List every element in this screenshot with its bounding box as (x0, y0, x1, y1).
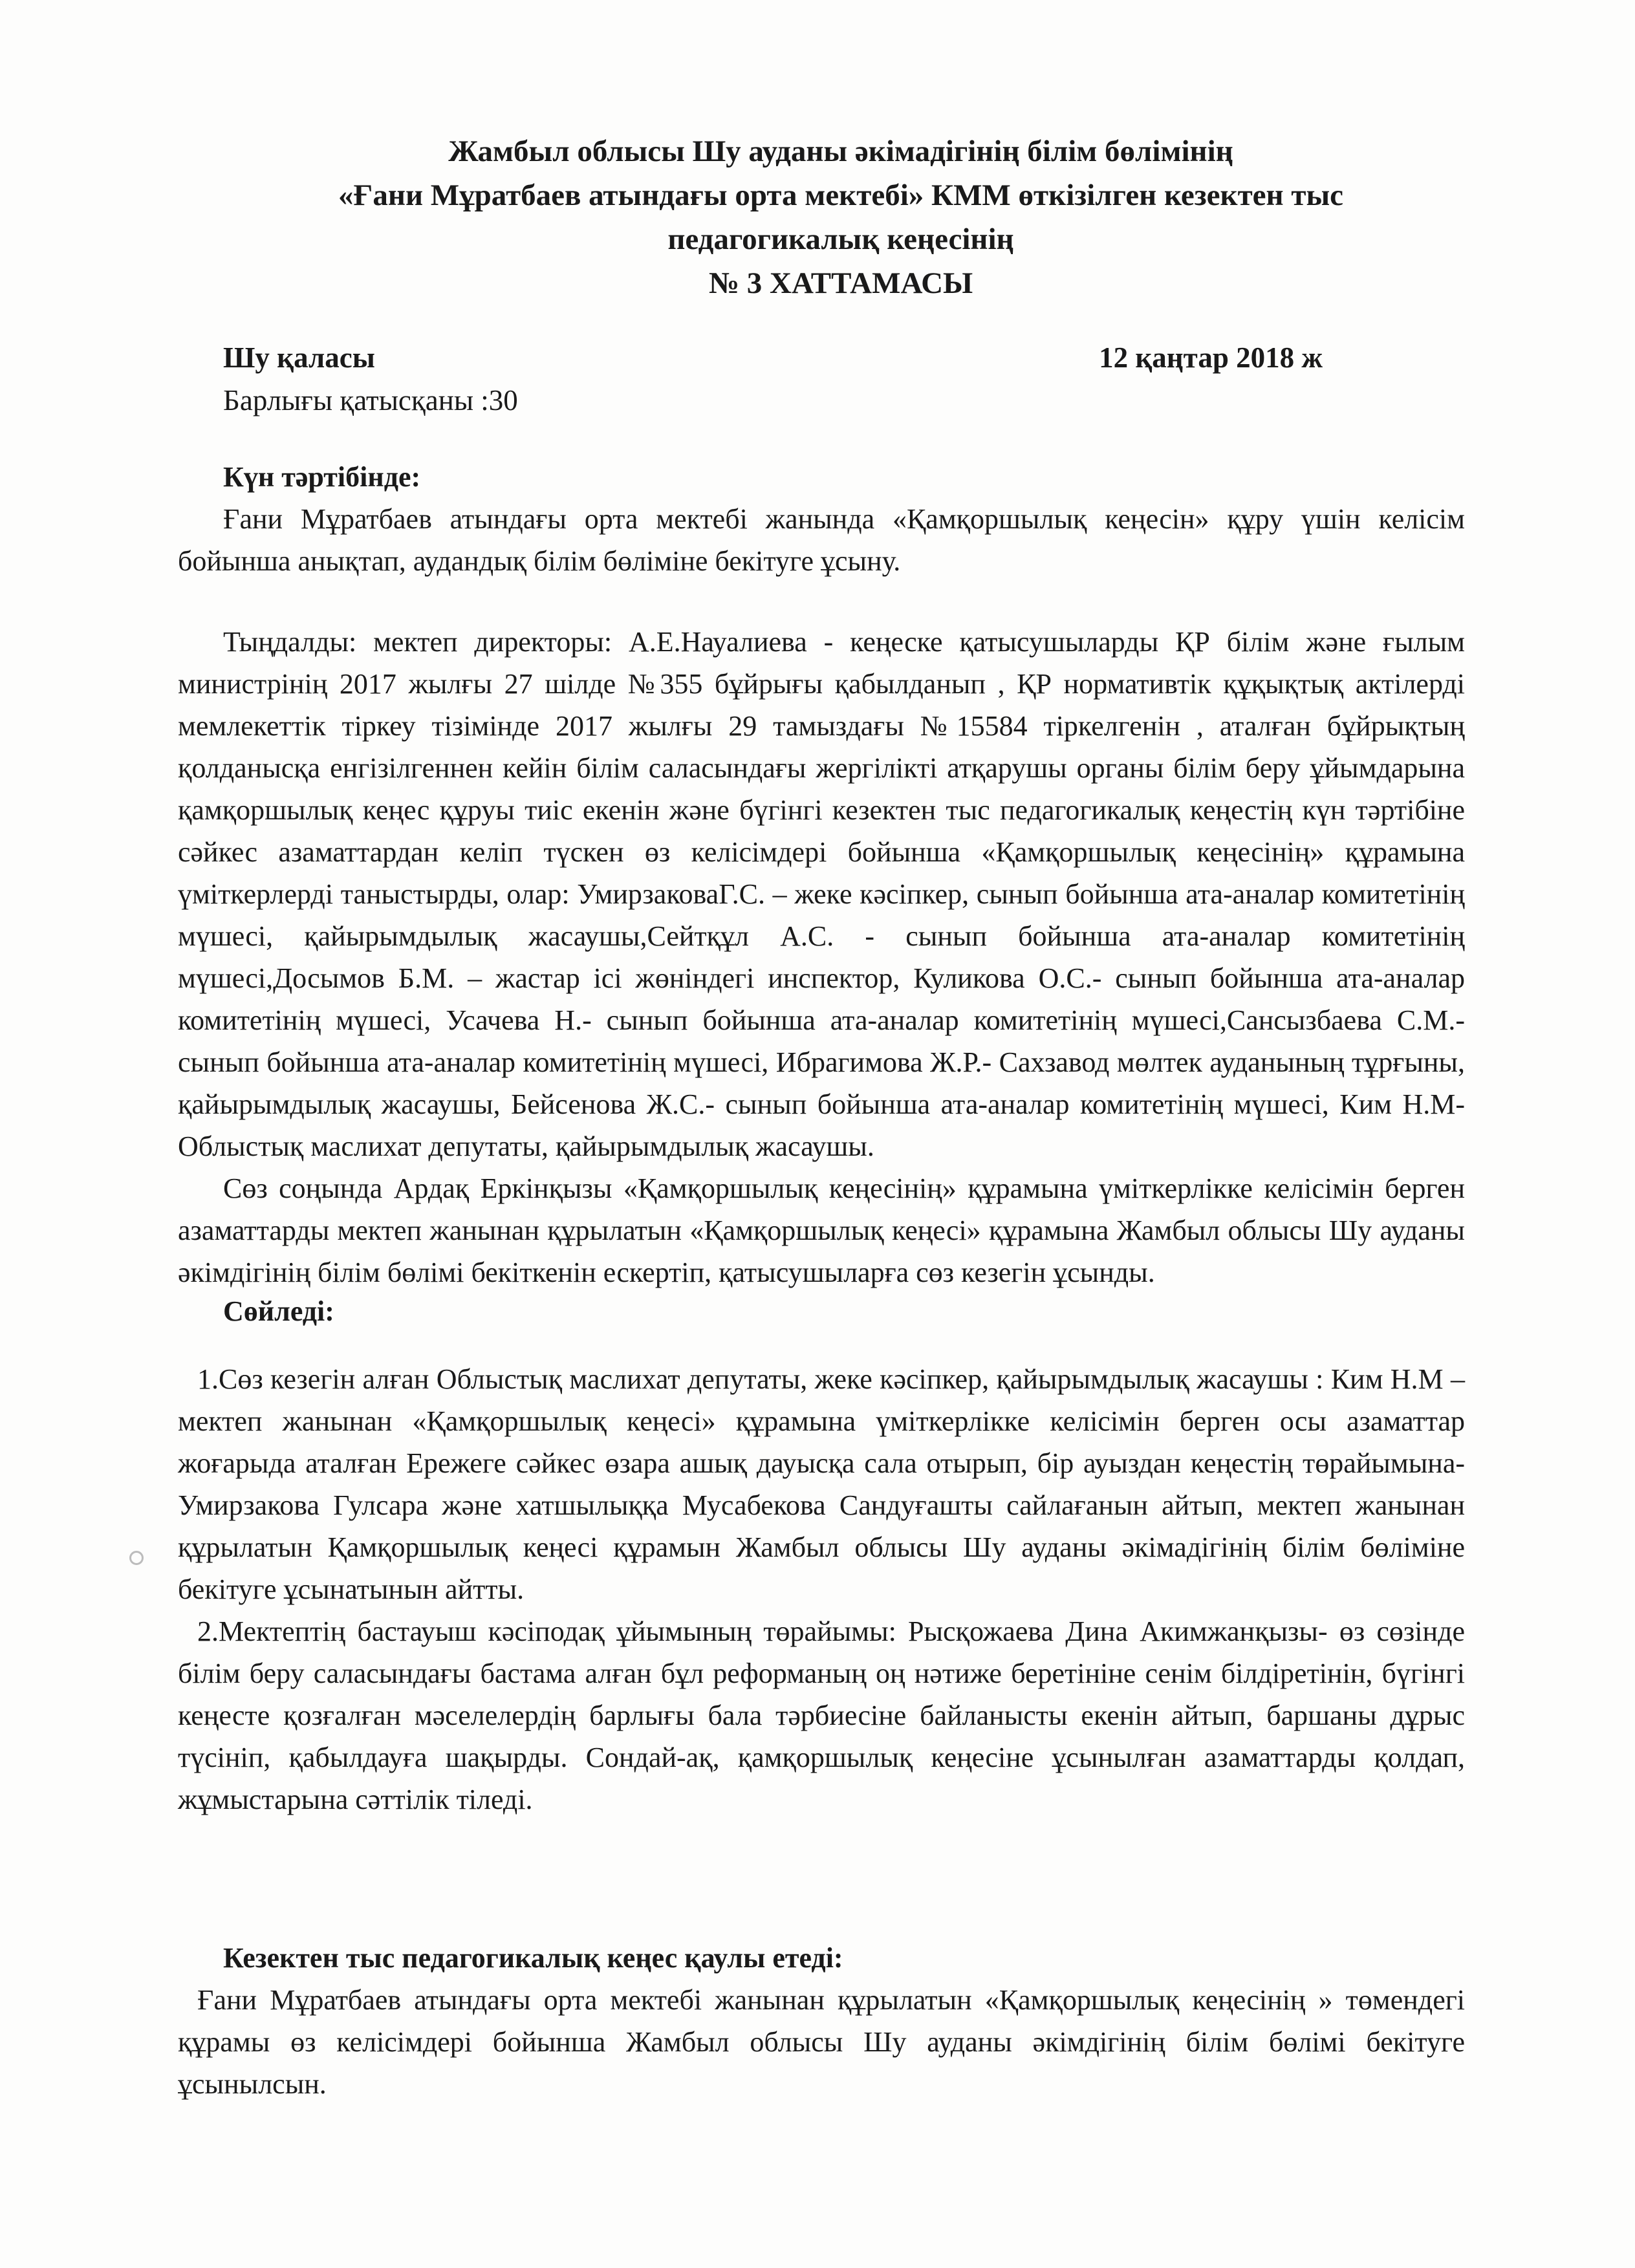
header-line-2: «Ғани Мұратбаев атындағы орта мектебі» КММ өткізілген кезектен тыс (338, 178, 1344, 212)
resolution-title: Кезектен тыс педагогикалық кеңес қаулы етеді: (223, 1942, 843, 1974)
heard-paragraph-1: Тыңдалды: мектеп директоры: А.Е.Науалиева - кеңеске қатысушыларды ҚР білім және ғылым министрінің 2017 жылғы 27 шілде №355 бұйрығы қабылданып , ҚР нормативтік құқықтық актілерді мемлекеттік тіркеу тізімінде 2017 жылғы 29 тамыздағы №15584 тіркелгенін , аталған бұйрықтың қолданысқа енгізілгеннен кейін білім саласындағы жергілікті атқарушы органы білім беру ұйымдарына қамқоршылық кеңес құруы тиіс екенін және бүгінгі кезектен тыс педагогикалық кеңестің күн тәртібіне сәйкес азаматтардан келіп түскен өз келісімдері бойынша «Қамқоршылық кеңесінің» құрамына үміткерлерді таныстырды, олар: УмирзаковаГ.С. – жеке кәсіпкер, сынып бойынша ата-аналар комитетінің мүшесі, қайырымдылық жасаушы,Сейтқұл А.С. - сынып бойынша ата-аналар комитетінің мүшесі,Досымов Б.М. – жастар ісі жөніндегі инспектор, Куликова О.С.- сынып бойынша ата-аналар комитетінің мүшесі, Усачева Н.- сынып бойынша ата-аналар комитетінің мүшесі,Сансызбаева С.М.- сынып бойынша ата-аналар комитетінің мүшесі, Ибрагимова Ж.Р.- Сахзавод мөлтек ауданының тұрғыны, қайырымдылық жасаушы, Бейсенова Ж.С.- сынып бойынша ата-аналар комитетінің мүшесі, Ким Н.М- Облыстық маслихат депутаты, қайырымдылық жасаушы. (178, 626, 1465, 1162)
meta-row (223, 336, 1323, 379)
spoke-paragraph-1: 1.Сөз кезегін алған Облыстық маслихат депутаты, жеке кәсіпкер, қайырымдылық жасаушы : Ким Н.М – мектеп жанынан «Қамқоршылық кеңесі» құрамына үміткерлікке келісімін берген осы азаматтар жоғарыда аталған Ережеге сәйкес өзара ашық дауысқа сала отырып, бір ауыздан кеңестің төрайымына- Умирзакова Гулсара және хатшылыққа Мусабекова Сандуғашты сайлағанын айтып, мектеп жанынан құрылатын Қамқоршылық кеңесі құрамын Жамбыл облысы Шу ауданы әкімадігінің білім бөліміне бекітуге ұсынатынын айтты. (178, 1363, 1465, 1605)
attendance-label: Барлығы қатысқаны :30 (223, 384, 518, 416)
header-line-3: педагогикалық кеңесінің (667, 222, 1014, 256)
spoke-section (178, 1295, 1465, 1820)
agenda-title: Күн тәртібінде: (223, 461, 421, 493)
punch-hole-mark (129, 1551, 144, 1565)
header-line-1: Жамбыл облысы Шу ауданы әкімадігінің білім бөлімінің (448, 135, 1233, 168)
heard-paragraph-2: Сөз соңында Ардақ Еркінқызы «Қамқоршылық кеңесінің» құрамына үміткерлікке келісімін берген азаматтарды мектеп жанынан құрылатын «Қамқоршылық кеңесі» құрамына Жамбыл облысы Шу ауданы әкімдігінің білім бөлімі бекіткенін ескертіп, қатысушыларға сөз кезегін ұсынды. (178, 1172, 1465, 1288)
document-header (194, 129, 1488, 305)
city-label: Шу қаласы (223, 341, 375, 374)
spoke-paragraph-2: 2.Мектептің бастауыш кәсіподақ ұйымының төрайымы: Рысқожаева Дина Акимжанқызы- өз сөзінде білім беру саласындағы бастама алған бұл реформаның оң нәтиже беретініне сенім білдіретінін, бүгінгі кеңесте қозғалған мәселелердің барлығы бала тәрбиесіне байланысты екенін айтып, баршаны дұрыс түсініп, қабылдауға шақырды. Сондай-ақ, қамқоршылық кеңесіне ұсынылған азаматтарды қолдап, жұмыстарына сәттілік тіледі. (178, 1615, 1465, 1815)
protocol-title: № 3 ХАТТАМАСЫ (708, 266, 973, 300)
agenda-section (178, 456, 1465, 582)
resolution-text: Ғани Мұратбаев атындағы орта мектебі жанынан құрылатын «Қамқоршылық кеңесінің » төмендегі құрамы өз келісімдері бойынша Жамбыл облысы Шу ауданы әкімдігінің білім бөлімі бекітуге ұсынылсын. (178, 1984, 1465, 2100)
spoke-title: Сөйледі: (223, 1295, 334, 1327)
meta-block (223, 336, 1323, 422)
agenda-text: Ғани Мұратбаев атындағы орта мектебі жанында «Қамқоршылық кеңесін» құру үшін келісім бойынша анықтап, аудандық білім бөліміне бекітуге ұсыну. (178, 503, 1465, 577)
date-label: 12 қаңтар 2018 ж (1099, 341, 1323, 374)
heard-section (178, 621, 1465, 1293)
resolution-section (178, 1937, 1465, 2105)
